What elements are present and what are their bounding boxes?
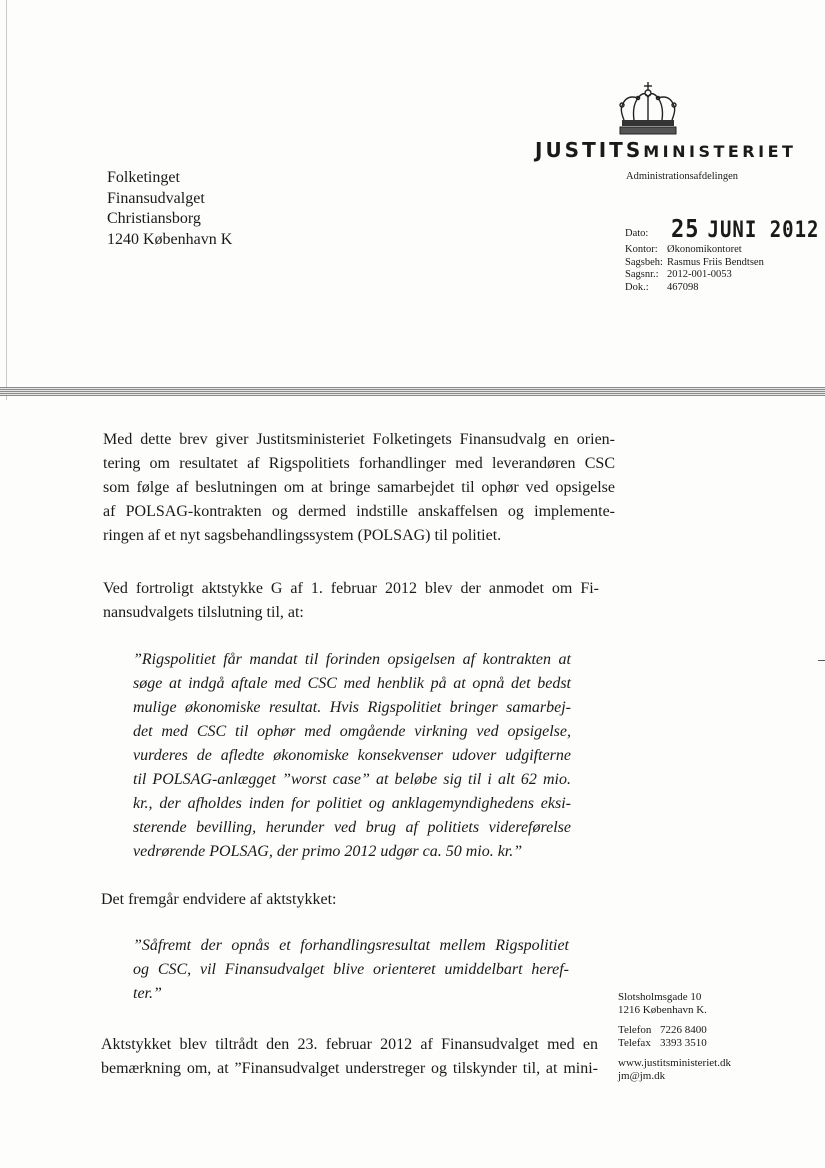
paragraph-intro: Med dette brev giver Justitsministeriet Folketingets Finansudvalg en orien- tering om resultatet af Rigspolitiets forhandlinger med leverandøren CSC som følge af beslutningen om at bringe samarbejdet til ophør ved opsigelse af POLSAG-kontrakten og dermed indstille anskaffelsen og implemente- ringen af et nyt sagsbehandlingssystem (POLSAG) til politiet. <box>103 431 615 544</box>
web-block <box>618 1057 731 1083</box>
recipient-line: Christiansborg <box>107 210 201 227</box>
case-meta <box>625 214 820 295</box>
fold-mark <box>818 660 825 661</box>
crown-logo-icon <box>612 80 684 138</box>
contact-info <box>618 991 731 1090</box>
phone-block: Telefon 7226 8400 Telefax 3393 3510 <box>618 1024 707 1049</box>
recipient-line: Folketinget <box>107 169 180 186</box>
paragraph-approval: Aktstykket blev tiltrådt den 23. februar 2012 af Finansudvalget med en bemærkning om, at ”Finansudvalget understreger og tilskynder til, at mini- <box>101 1036 598 1077</box>
date-label: Dato: <box>625 228 649 239</box>
quote-mandate: ”Rigspolitiet får mandat til forinden opsigelsen af kontrakten at søge at indgå aftale med CSC med henblik på at opnå det bedst mulige økonomiske resultat. Hvis Rigspolitiet bringer samarbej- det med CSC til ophør med omgående virkning ved opsigelse, vurderes de afledte økonomiske konsekvenser udover udgifterne til POLSAG-anlægget ”worst case” at beløbe sig til i alt 62 mio. kr., der afholdes inden for politiet og anklagemyndighedens eksi- sterende bevilling, herunder ved brug af politiets videreførelse vedrørende POLSAG, der primo 2012 udgør ca. 50 mio. kr.” <box>133 651 571 860</box>
date-row <box>625 214 820 244</box>
meta-row: Sagsnr.: 2012-001-0053 <box>625 269 732 281</box>
scan-margin-line <box>6 0 7 400</box>
horizontal-divider <box>0 387 825 396</box>
ministry-name: JUSTITSMINISTERIET <box>535 138 797 162</box>
quote-negotiation: ”Såfremt der opnås et forhandlingsresultat mellem Rigspolitiet og CSC, vil Finansudvalget blive orienteret umiddelbart heref- ter.” <box>133 937 569 1002</box>
paragraph-further: Det fremgår endvidere af aktstykket: <box>101 891 337 908</box>
meta-row: Kontor: Økonomikontoret <box>625 243 742 255</box>
meta-row: Dok.: 467098 <box>625 282 699 294</box>
date-stamp: 25 JUNI 2012 <box>671 214 820 244</box>
recipient-address <box>107 168 232 250</box>
meta-row: Sagsbeh: Rasmus Friis Bendtsen <box>625 256 764 268</box>
address-block: Slotsholmsgade 10 1216 København K. <box>618 991 707 1016</box>
department-name: Administrationsafdelingen <box>626 171 738 182</box>
website-link[interactable]: www.justitsministeriet.dk <box>618 1057 731 1069</box>
recipient-line: Finansudvalget <box>107 189 205 207</box>
paragraph-aktstykke: Ved fortroligt aktstykke G af 1. februar 2012 blev der anmodet om Fi- nansudvalgets tilslutning til, at: <box>103 580 599 621</box>
recipient-line: 1240 København K <box>107 230 233 248</box>
email-link[interactable]: jm@jm.dk <box>618 1070 666 1082</box>
